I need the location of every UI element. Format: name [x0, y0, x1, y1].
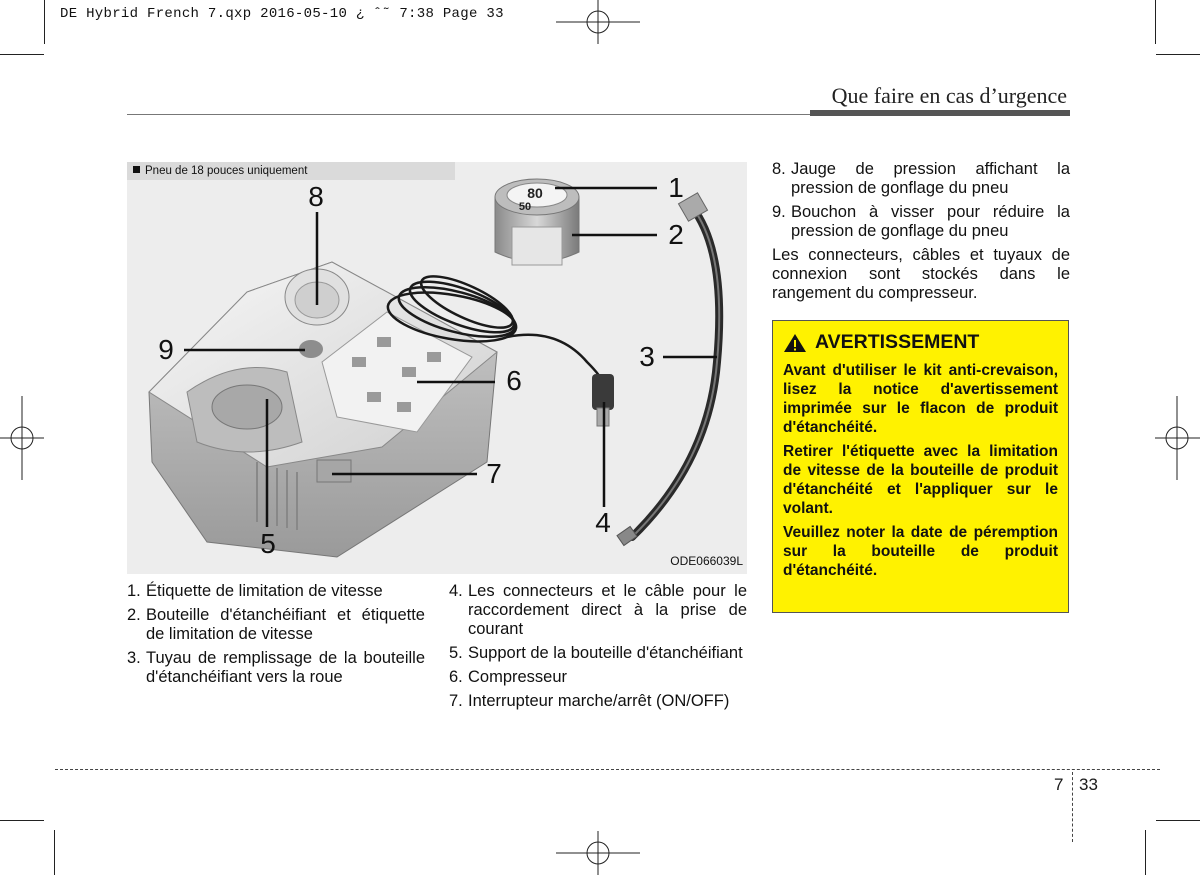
item-text: Tuyau de remplissage de la bouteille d'étanchéifiant vers la roue [146, 649, 425, 686]
right-column [772, 160, 1070, 303]
item-text: Interrupteur marche/arrêt (ON/OFF) [468, 692, 730, 710]
item-number: 9. [772, 203, 786, 221]
callout-9: 9 [158, 334, 174, 365]
list-item [127, 606, 425, 644]
item-number: 4. [449, 582, 463, 600]
callout-1: 1 [668, 172, 684, 203]
item-text: Les connecteurs et le câble pour le raccordement direct à la prise de courant [468, 582, 747, 638]
item-text: Compresseur [468, 668, 568, 686]
list-item [127, 582, 425, 601]
item-number: 7. [449, 692, 463, 710]
item-number: 1. [127, 582, 141, 600]
list-item [127, 649, 425, 687]
item-number: 8. [772, 160, 786, 178]
section-title: Que faire en cas d’urgence [831, 83, 1067, 108]
item-number: 5. [449, 644, 463, 662]
callout-8: 8 [308, 181, 324, 212]
component-list-1 [127, 582, 425, 692]
item-text: Bouteille d'étanchéifiant et étiquette de limitation de vitesse [146, 606, 425, 643]
figure-code: ODE066039L [670, 554, 743, 568]
item-text: Support de la bouteille d'étanchéifiant [468, 644, 743, 662]
component-list-2 [449, 582, 747, 716]
page-number: 33 [1079, 775, 1098, 794]
item-text: Bouchon à visser pour réduire la pression de gonflage du pneu [791, 203, 1070, 240]
warning-paragraph: Retirer l'étiquette avec la limitation de vitesse de la bouteille de produit d'étanchéité et l'appliquer sur le volant. [783, 443, 1058, 517]
list-item [449, 644, 747, 663]
item-text: Étiquette de limitation de vitesse [146, 582, 383, 600]
warning-triangle-icon [783, 333, 807, 353]
warning-title: AVERTISSEMENT [815, 331, 980, 353]
callout-3: 3 [639, 341, 655, 372]
list-item [449, 582, 747, 639]
warning-paragraph: Avant d'utiliser le kit anti-crevaison, lisez la notice d'avertissement imprimée sur le flacon de produit d'étanchéité. [783, 362, 1058, 436]
component-list-3 [772, 160, 1070, 241]
footer-divider [1072, 772, 1073, 842]
item-number: 2. [127, 606, 141, 624]
list-item [449, 692, 747, 711]
footer-rule [55, 769, 1160, 770]
warning-paragraph: Veuillez noter la date de péremption sur la bouteille de produit d'étanchéité. [783, 524, 1058, 579]
can-label-80: 80 [527, 185, 543, 201]
item-text: Jauge de pression affichant la pression de gonflage du pneu [791, 160, 1070, 197]
chapter-number: 7 [1054, 775, 1064, 794]
item-number: 3. [127, 649, 141, 667]
repair-kit-figure [127, 162, 747, 574]
list-item [772, 203, 1070, 241]
can-label-50: 50 [518, 201, 532, 213]
storage-note: Les connecteurs, câbles et tuyaux de connexion sont stockés dans le rangement du compresseur. [772, 246, 1070, 302]
item-number: 6. [449, 668, 463, 686]
figure-caption-text: Pneu de 18 pouces uniquement [145, 165, 308, 177]
list-item [449, 668, 747, 687]
callout-2: 2 [668, 219, 684, 250]
callout-7: 7 [486, 458, 502, 489]
warning-heading [783, 331, 1058, 354]
list-item [772, 160, 1070, 198]
warning-box [772, 320, 1069, 613]
callout-5: 5 [260, 528, 276, 559]
print-slug: DE Hybrid French 7.qxp 2016-05-10 ¿ ˆ˜ 7:38 Page 33 [60, 6, 504, 22]
callout-4: 4 [595, 507, 611, 538]
callout-6: 6 [506, 365, 522, 396]
header-rule-accent [810, 110, 1070, 116]
